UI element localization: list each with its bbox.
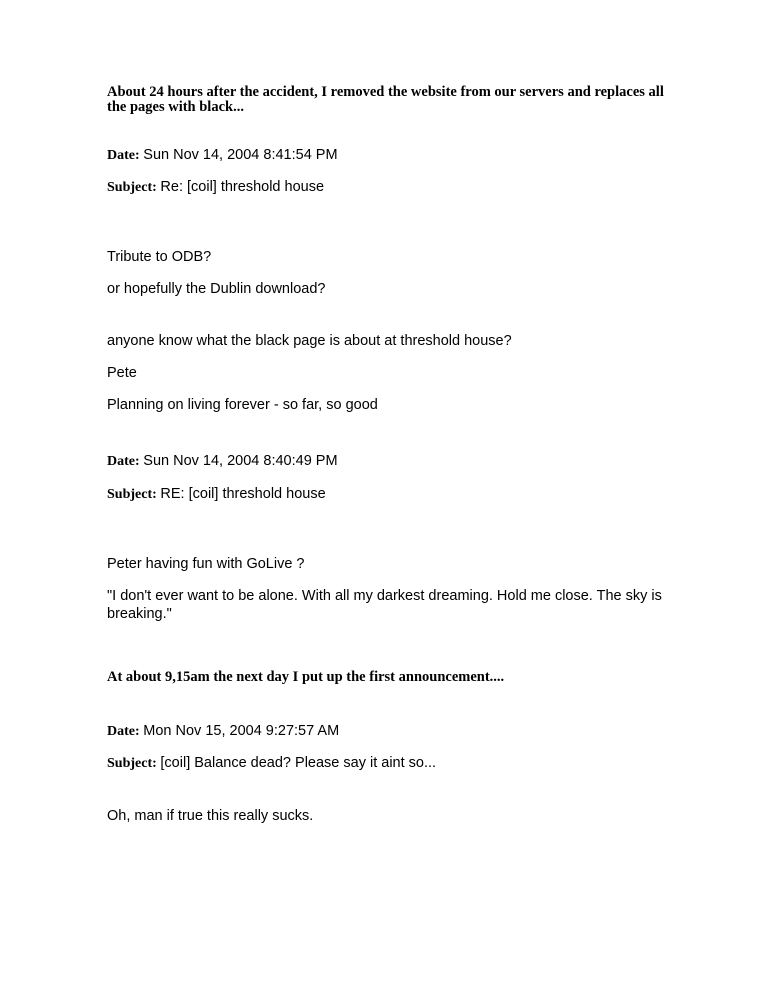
subject-label: Subject:	[107, 756, 157, 771]
date-value: Sun Nov 14, 2004 8:41:54 PM	[143, 147, 338, 163]
post-1-signature: Planning on living forever - so far, so good	[107, 397, 378, 413]
date-label: Date:	[107, 454, 140, 469]
announcement-heading: At about 9,15am the next day I put up the first announcement....	[107, 669, 505, 685]
date-label: Date:	[107, 724, 140, 739]
post-3-subject	[107, 754, 436, 773]
post-2-date	[107, 452, 338, 471]
date-value: Mon Nov 15, 2004 9:27:57 AM	[143, 723, 340, 739]
post-2-line: Peter having fun with GoLive ?	[107, 556, 305, 572]
post-3-date	[107, 722, 339, 741]
post-3-line: Oh, man if true this really sucks.	[107, 808, 314, 824]
post-1-line: or hopefully the Dublin download?	[107, 281, 326, 297]
post-1-subject	[107, 178, 324, 197]
post-1-date	[107, 146, 338, 165]
date-label: Date:	[107, 148, 140, 163]
subject-label: Subject:	[107, 487, 157, 502]
date-value: Sun Nov 14, 2004 8:40:49 PM	[143, 453, 338, 469]
subject-label: Subject:	[107, 180, 157, 195]
post-1-line: Pete	[107, 365, 137, 381]
post-1-line: Tribute to ODB?	[107, 249, 212, 265]
post-2-subject	[107, 485, 326, 504]
subject-value: Re: [coil] threshold house	[160, 179, 325, 195]
subject-value: RE: [coil] threshold house	[160, 486, 326, 502]
post-2-quote: "I don't ever want to be alone. With all my darkest dreaming. Hold me close. The sky is breaking."	[107, 588, 662, 622]
post-1-line: anyone know what the black page is about at threshold house?	[107, 333, 512, 349]
subject-value: [coil] Balance dead? Please say it aint so...	[160, 755, 437, 771]
intro-heading: About 24 hours after the accident, I removed the website from our servers and replaces all the pages with black...	[107, 84, 664, 115]
